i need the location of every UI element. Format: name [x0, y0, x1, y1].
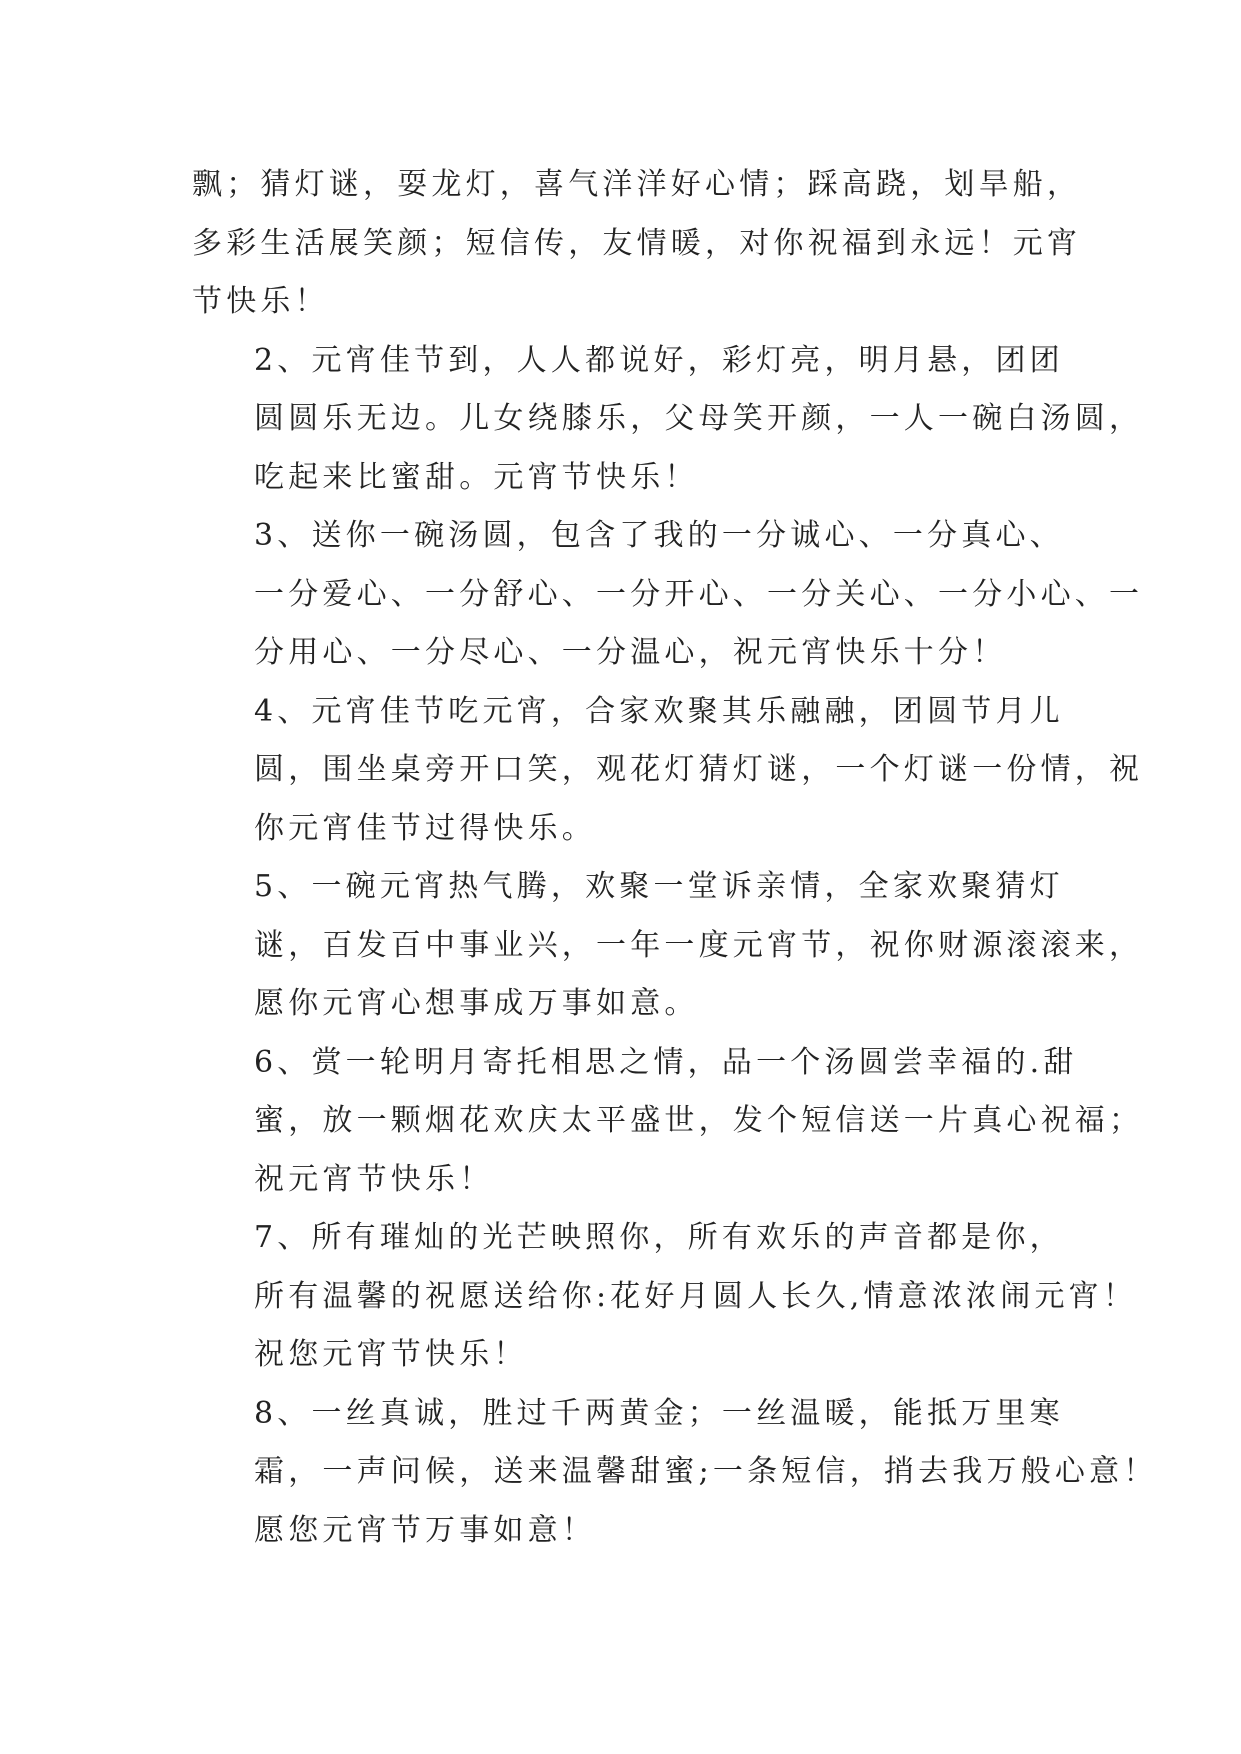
text-line: 祝您元宵节快乐！	[254, 1337, 528, 1372]
text-line: 6、赏一轮明月寄托相思之情，品一个汤圆尝幸福的.甜	[254, 1044, 1078, 1080]
text-line: 愿您元宵节万事如意！	[254, 1512, 596, 1548]
text-line: 3、送你一碗汤圆，包含了我的一分诚心、一分真心、	[254, 518, 1064, 553]
text-line: 4、元宵佳节吃元宵，合家欢聚其乐融融，团圆节月儿	[254, 693, 1064, 729]
text-line: 7、所有璀灿的光芒映照你，所有欢乐的声音都是你，	[254, 1220, 1064, 1255]
text-line: 分用心、一分尽心、一分温心，祝元宵快乐十分！	[254, 635, 1007, 670]
text-line: 8、一丝真诚，胜过千两黄金；一丝温暖，能抵万里寒	[254, 1395, 1064, 1431]
paragraph	[192, 1385, 1158, 1561]
paragraph	[192, 858, 1144, 1034]
text-line: 霜，一声问候，送来温馨甜蜜;一条短信，捎去我万般心意！	[254, 1454, 1158, 1489]
document-body	[192, 156, 1158, 1560]
text-line: 飘；猜灯谜，耍龙灯，喜气洋洋好心情；踩高跷，划旱船，	[192, 167, 1082, 202]
paragraph	[192, 1034, 1144, 1210]
text-line: 谜，百发百中事业兴，一年一度元宵节，祝你财源滚滚来，	[254, 927, 1144, 963]
text-line: 吃起来比蜜甜。元宵节快乐！	[254, 459, 699, 495]
text-line: 蜜，放一颗烟花欢庆太平盛世，发个短信送一片真心祝福；	[254, 1103, 1144, 1138]
text-line: 一分爱心、一分舒心、一分开心、一分关心、一分小心、一	[254, 576, 1144, 612]
text-line: 2、元宵佳节到，人人都说好，彩灯亮，明月悬，团团	[254, 342, 1064, 378]
text-line: 你元宵佳节过得快乐。	[254, 810, 596, 846]
paragraph	[192, 683, 1144, 859]
text-line: 圆，围坐桌旁开口笑，观花灯猜灯谜，一个灯谜一份情，祝	[254, 752, 1144, 787]
text-line: 愿你元宵心想事成万事如意。	[254, 986, 699, 1021]
text-line: 所有温馨的祝愿送给你:花好月圆人长久,情意浓浓闹元宵！	[254, 1278, 1138, 1314]
paragraph	[192, 1209, 1138, 1385]
text-line: 圆圆乐无边。儿女绕膝乐，父母笑开颜，一人一碗白汤圆，	[254, 401, 1144, 436]
text-line: 5、一碗元宵热气腾，欢聚一堂诉亲情，全家欢聚猜灯	[254, 869, 1064, 904]
paragraph	[192, 156, 1082, 332]
text-line: 节快乐！	[192, 284, 329, 319]
text-line: 祝元宵节快乐！	[254, 1161, 494, 1197]
paragraph	[192, 332, 1144, 508]
paragraph	[192, 507, 1144, 683]
text-line: 多彩生活展笑颜；短信传，友情暖，对你祝福到永远！元宵	[192, 225, 1082, 261]
